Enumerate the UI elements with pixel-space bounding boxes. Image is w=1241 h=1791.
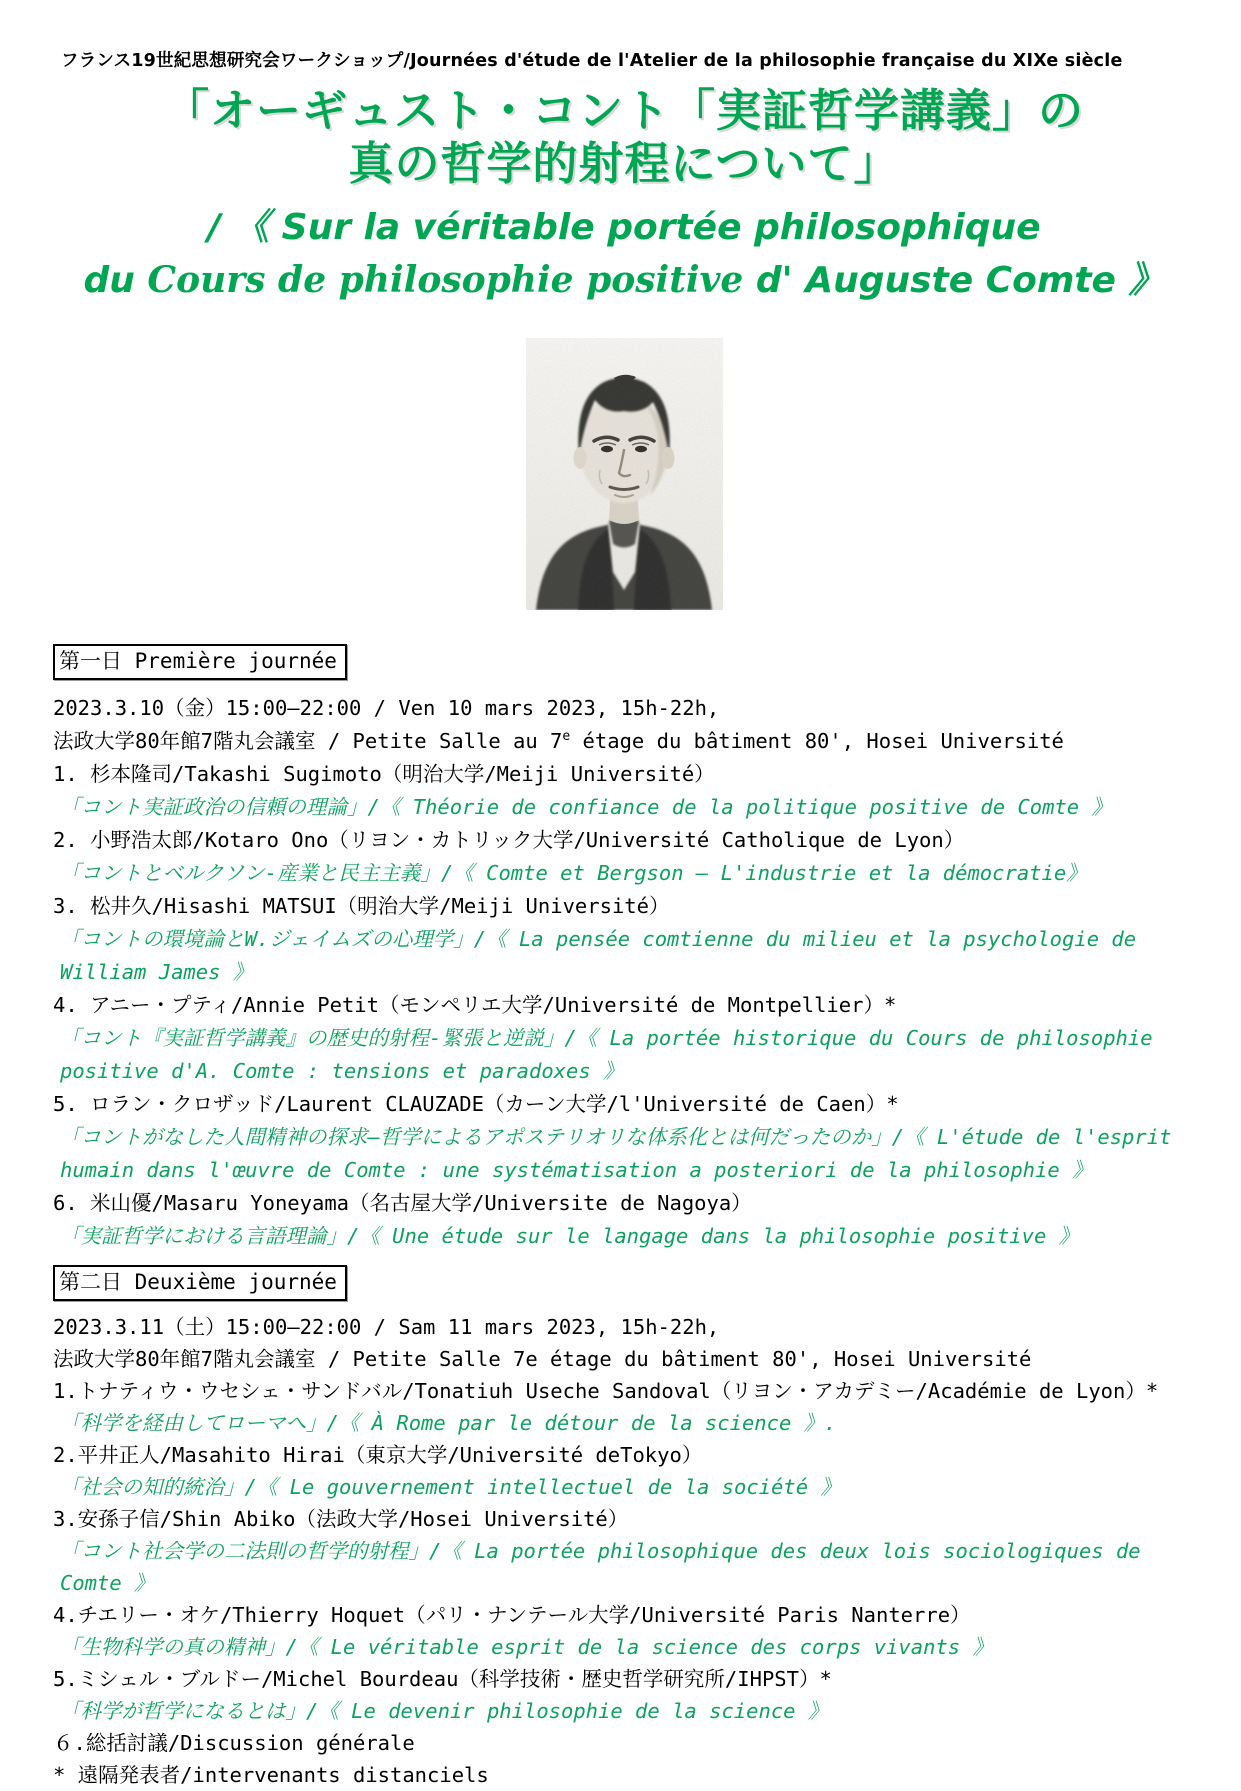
day1-item-1-theme: 「コント実証政治の信頼の理論」/《 Théorie de confiance de la politique positive de Comte 》 [60,794,1112,819]
day1-item-5-theme: 「コントがなした人間精神の探求—哲学によるアポステリオリな体系化とは何だったのか」/《 L'étude de l'esprit humain dans l'œuvre de Comte : une systématisation a posteriori de la philosophie 》 [60,1124,1172,1182]
title-french-line2 [53,254,1195,307]
day2-venue-line: 法政大学80年館7階丸会議室 / Petite Salle 7e étage du bâtiment 80', Hosei Université [53,1346,1032,1371]
day2-item-5-speaker: 5.ミシェル・ブルドー/Michel Bourdeau（科学技術・歴史哲学研究所/IHPST）* [53,1666,832,1691]
portrait-container [526,338,723,610]
day2-item-4-speaker: 4.チエリー・オケ/Thierry Hoquet（パリ・ナンテール大学/Université Paris Nanterre） [53,1602,971,1627]
day2-item-3-speaker: 3.安孫子信/Shin Abiko（法政大学/Hosei Université） [53,1506,629,1531]
day2-item-1-theme: 「科学を経由してローマへ」/《 À Rome par le détour de la science 》. [60,1410,837,1435]
day1-item-1-speaker: 1. 杉本隆司/Takashi Sugimoto（明治大学/Meiji Université） [53,761,715,786]
auguste-comte-portrait [526,338,723,610]
day2-section-header: 第二日 Deuxième journée [53,1265,347,1301]
title-french-line2-suffix: d' Auguste Comte 》 [743,260,1165,302]
day2-item-4-theme: 「生物科学の真の精神」/《 Le véritable esprit de la science des corps vivants 》 [60,1634,993,1659]
day1-date-line: 2023.3.10（金）15:00—22:00 / Ven 10 mars 2023, 15h-22h, [53,695,720,720]
day2-item-5-theme: 「科学が哲学になるとは」/《 Le devenir philosophie de la science 》 [60,1698,829,1723]
day1-item-4-theme: 「コント『実証哲学講義』の歴史的射程-緊張と逆説」/《 La portée historique du Cours de philosophie positive d'A. Comte : tensions et paradoxes 》 [60,1025,1153,1083]
workshop-series-line: フランス19世紀思想研究会ワークショップ/Journées d'étude de l'Atelier de la philosophie française du XIXe siècle [61,51,1123,71]
day1-item-3-theme: 「コントの環境論とW.ジェイムズの心理学」/《 La pensée comtienne du milieu et la psychologie de William James 》 [60,926,1137,984]
day1-venue-superscript: e [562,728,571,744]
day1-item-3-speaker: 3. 松井久/Hisashi MATSUI（明治大学/Meiji Université） [53,893,670,918]
day2-item-2-theme: 「社会の知的統治」/《 Le gouvernement intellectuel de la société 》 [60,1474,841,1499]
title-french-line2-prefix: du [83,260,148,302]
day2-item-1-speaker: 1.トナティウ・ウセシェ・サンドバル/Tonatiuh Useche Sandoval（リヨン・アカデミー/Académie de Lyon）* [53,1378,1159,1403]
title-japanese-line1: 「オーギュスト・コント「実証哲学講義」の [163,84,1084,137]
day2-program [53,1311,1195,1791]
day1-venue-pre: 法政大学80年館7階丸会議室 / Petite Salle au 7 [53,728,563,753]
title-french [53,202,1195,307]
day1-item-5-speaker: 5. ロラン・クロザッド/Laurent CLAUZADE（カーン大学/l'Université de Caen）* [53,1091,899,1116]
title-japanese [53,84,1195,190]
day1-item-6-theme: 「実証哲学における言語理論」/《 Une étude sur le langage dans la philosophie positive 》 [60,1223,1080,1248]
title-japanese-line2: 真の哲学的射程について」 [348,137,900,191]
day2-item-2-speaker: 2.平井正人/Masahito Hirai（東京大学/Université deTokyo） [53,1442,703,1467]
day1-item-2-theme: 「コントとベルクソン-産業と民主主義」/《 Comte et Bergson – L'industrie et la démocratie》 [60,860,1087,885]
day1-section-header: 第一日 Première journée [53,644,347,680]
day2-item-6-speaker: ６.総括討議/Discussion générale [53,1730,415,1755]
day1-item-2-speaker: 2. 小野浩太郎/Kotaro Ono（リヨン・カトリック大学/Université Catholique de Lyon） [53,827,965,852]
day1-item-6-speaker: 6. 米山優/Masaru Yoneyama（名古屋大学/Universite de Nagoya） [53,1190,752,1215]
day1-venue-line [53,725,1195,758]
day2-date-line: 2023.3.11（土）15:00—22:00 / Sam 11 mars 2023, 15h-22h, [53,1314,720,1339]
day1-item-4-speaker: 4. アニー・プティ/Annie Petit（モンペリエ大学/Université de Montpellier）* [53,992,897,1017]
day1-program [53,692,1195,1253]
title-french-line1: / 《 Sur la véritable portée philosophique [207,207,1041,249]
day1-venue-post: étage du bâtiment 80', Hosei Université [570,728,1064,753]
remote-speakers-footnote: * 遠隔発表者/intervenants distanciels [53,1762,489,1787]
day2-item-3-theme: 「コント社会学の二法則の哲学的射程」/《 La portée philosophique des deux lois sociologiques de Comte 》 [60,1538,1141,1595]
book-title: Cours de philosophie positive [147,259,744,302]
